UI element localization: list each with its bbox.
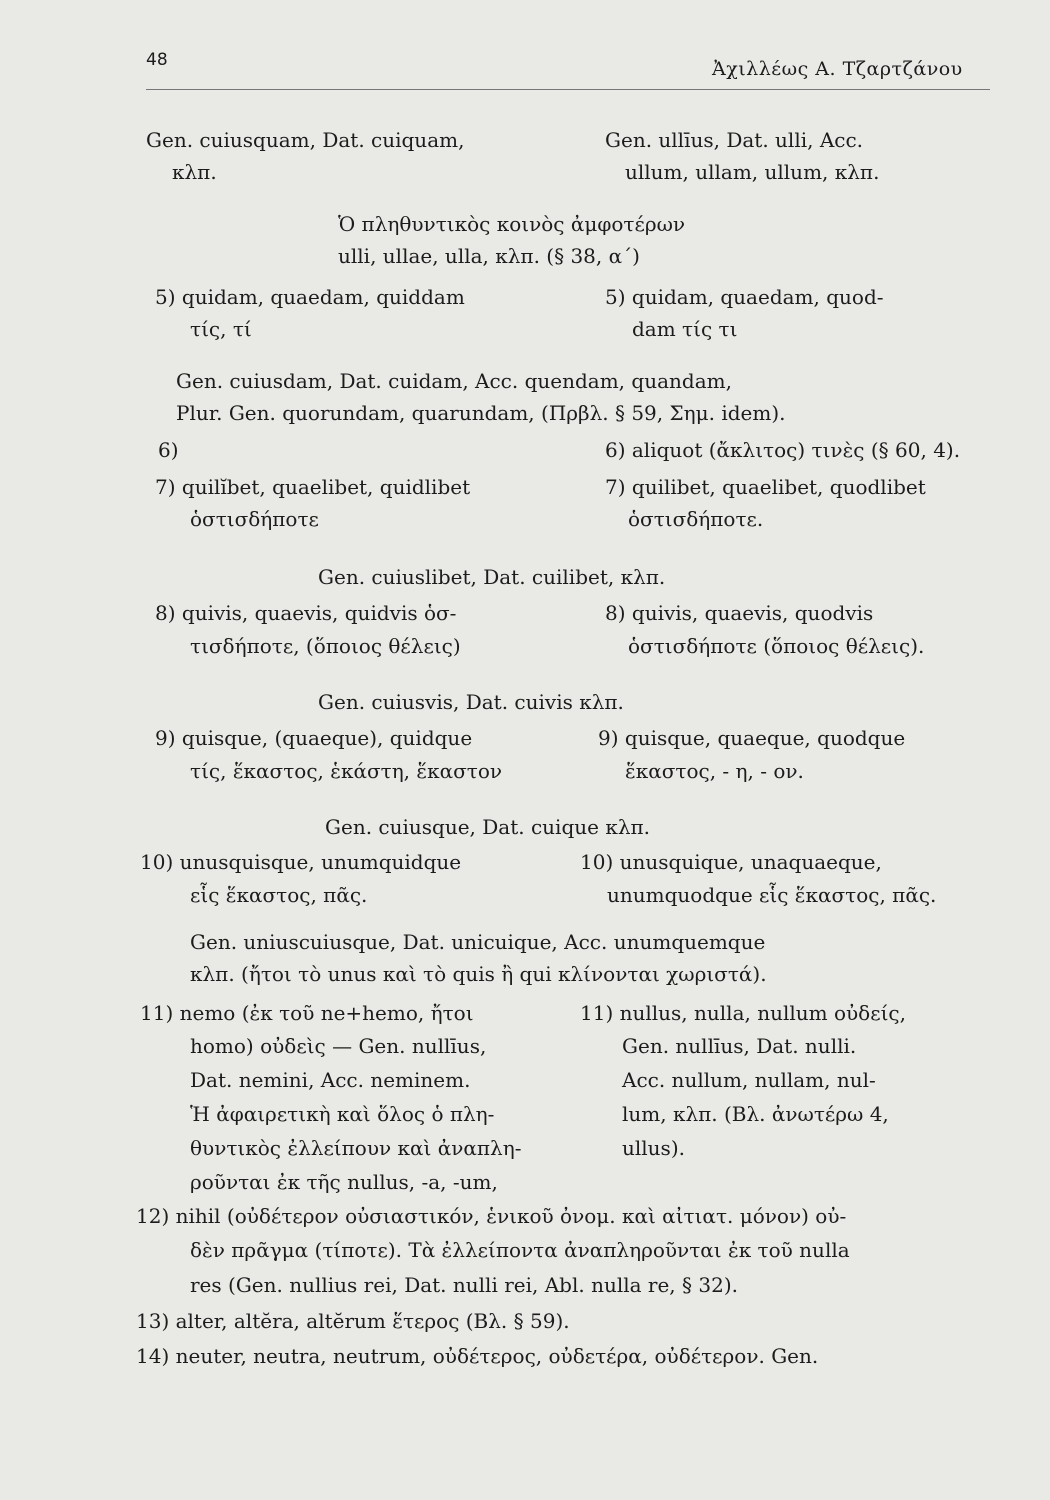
page-number: 48: [146, 50, 168, 70]
text-line: κλπ. (ἤτοι τὸ unus καὶ τὸ quis ἢ qui κλίνονται χωριστά).: [190, 962, 767, 986]
text-line: 10) unusquique, unaquaeque,: [580, 850, 882, 874]
text-line: 5) quidam, quaedam, quod-: [605, 285, 884, 309]
text-line: κλπ.: [172, 160, 217, 184]
text-line: 7) quilibet, quaelibet, quodlibet: [605, 475, 926, 499]
header-rule: [146, 89, 990, 90]
text-line: 13) alter, altĕra, altĕrum ἕτερος (Βλ. § 59).: [136, 1309, 570, 1333]
text-line: Gen. ullīus, Dat. ulli, Acc.: [605, 128, 864, 152]
text-line: ulli, ullae, ulla, κλπ. (§ 38, α΄): [338, 244, 640, 268]
text-line: Acc. nullum, nullam, nul-: [622, 1068, 876, 1092]
text-line: dam τίς τι: [632, 317, 738, 341]
text-line: Gen. cuiuslibet, Dat. cuilibet, κλπ.: [318, 565, 666, 589]
text-line: τίς, τί: [190, 317, 252, 341]
text-line: Ἡ ἀφαιρετικὴ καὶ ὅλος ὁ πλη-: [190, 1102, 495, 1126]
text-line: ullum, ullam, ullum, κλπ.: [625, 160, 880, 184]
text-line: Plur. Gen. quorundam, quarundam, (Πρβλ. § 59, Σημ. idem).: [176, 401, 786, 425]
text-line: Gen. cuiusque, Dat. cuique κλπ.: [325, 815, 651, 839]
text-line: ὁστισδήποτε.: [628, 507, 764, 531]
text-line: 9) quisque, (quaeque), quidque: [155, 726, 473, 750]
text-line: 5) quidam, quaedam, quiddam: [155, 285, 465, 309]
text-line: 8) quivis, quaevis, quidvis ὁσ-: [155, 601, 457, 625]
text-line: 10) unusquisque, unumquidque: [140, 850, 462, 874]
text-line: 14) neuter, neutra, neutrum, οὐδέτερος, οὐδετέρα, οὐδέτερον. Gen.: [136, 1344, 819, 1368]
text-line: δὲν πρᾶγμα (τίποτε). Τὰ ἐλλείποντα ἀναπληροῦνται ἐκ τοῦ nulla: [190, 1238, 850, 1262]
text-line: θυντικὸς ἐλλείπουν καὶ ἀναπλη-: [190, 1136, 522, 1160]
text-line: unumquodque εἷς ἕκαστος, πᾶς.: [607, 883, 937, 907]
text-line: 12) nihil (οὐδέτερον οὐσιαστικόν, ἑνικοῦ ὀνομ. καὶ αἰτιατ. μόνον) οὐ-: [136, 1204, 847, 1228]
text-line: Gen. cuiusquam, Dat. cuiquam,: [146, 128, 465, 152]
text-line: εἷς ἕκαστος, πᾶς.: [190, 883, 368, 907]
text-line: lum, κλπ. (Βλ. ἀνωτέρω 4,: [622, 1102, 889, 1126]
text-line: Gen. cuiusdam, Dat. cuidam, Acc. quendam, quandam,: [176, 369, 732, 393]
text-line: τίς, ἕκαστος, ἑκάστη, ἕκαστον: [190, 759, 503, 783]
text-line: 11) nullus, nulla, nullum οὐδείς,: [580, 1001, 906, 1025]
text-line: 9) quisque, quaeque, quodque: [598, 726, 906, 750]
text-line: Gen. uniuscuiusque, Dat. unicuique, Acc. unumquemque: [190, 930, 766, 954]
text-line: ὁστισδήποτε (ὅποιος θέλεις).: [628, 634, 925, 658]
text-line: Gen. cuiusvis, Dat. cuivis κλπ.: [318, 690, 624, 714]
text-line: ἕκαστος, - η, - ον.: [625, 759, 804, 783]
text-line: ροῦνται ἐκ τῆς nullus, -a, -um,: [190, 1170, 498, 1194]
text-line: ullus).: [622, 1136, 685, 1160]
text-line: 8) quivis, quaevis, quodvis: [605, 601, 874, 625]
running-header-author: Ἀχιλλέως Α. Τζαρτζάνου: [712, 58, 963, 80]
text-line: Dat. nemini, Acc. neminem.: [190, 1068, 471, 1092]
text-line: res (Gen. nullius rei, Dat. nulli rei, Abl. nulla re, § 32).: [190, 1273, 738, 1297]
text-line: 7) quilĭbet, quaelibet, quidlibet: [155, 475, 471, 499]
text-line: ὁστισδήποτε: [190, 507, 319, 531]
text-line: homo) οὐδεὶς — Gen. nullīus,: [190, 1034, 487, 1058]
text-line: τισδήποτε, (ὅποιος θέλεις): [190, 634, 461, 658]
text-line: Ὁ πληθυντικὸς κοινὸς ἀμφοτέρων: [338, 212, 686, 236]
text-line: 11) nemo (ἐκ τοῦ ne+hemo, ἤτοι: [140, 1001, 474, 1025]
text-line: Gen. nullīus, Dat. nulli.: [622, 1034, 857, 1058]
text-line: 6): [158, 438, 179, 462]
text-line: 6) aliquot (ἄκλιτος) τινὲς (§ 60, 4).: [605, 438, 961, 462]
